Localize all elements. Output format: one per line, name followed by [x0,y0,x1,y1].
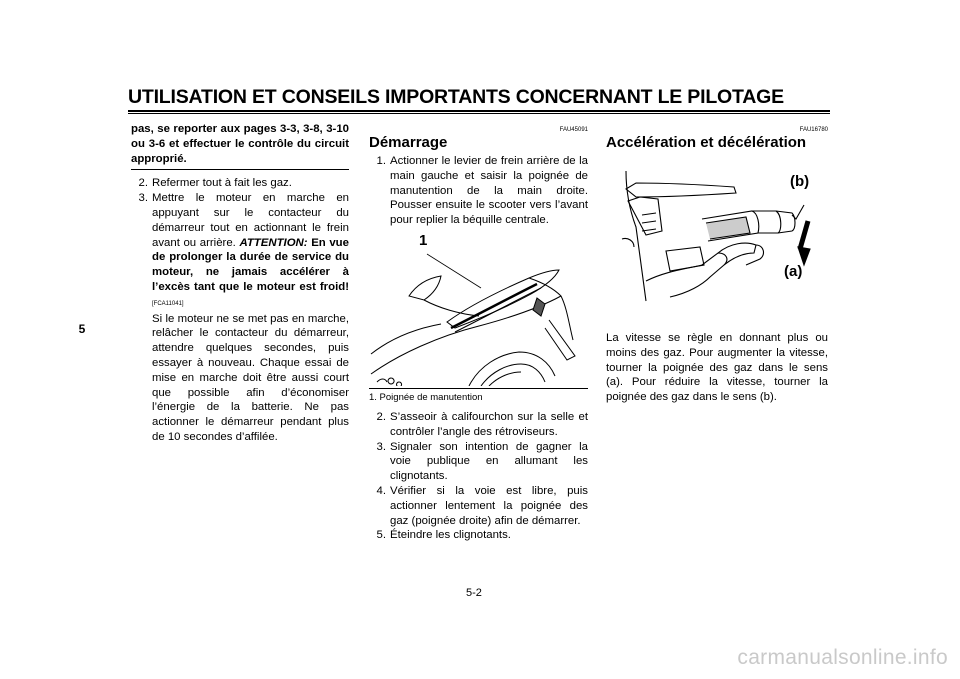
section-title: Démarrage [369,134,448,151]
item-text: Éteindre les clignotants. [390,529,511,542]
item-number: 2. [138,177,148,190]
item-number: 3. [376,440,386,453]
item-number: 5. [376,529,386,542]
item-text: Vérifier si la voie est libre, puis actionner lentement la poignée des gaz (poignée droite) afin de démarrer. [390,484,588,527]
figure-label-a: (a) [784,263,803,280]
scooter-figure [369,231,589,386]
item-text: Signaler son intention de gagner la voie publique en allumant les clignotants. [390,440,588,483]
list-item [369,154,588,228]
attention-code: [FCA11041] [152,300,184,307]
item-continuation: Si le moteur ne se met pas en marche, relâcher le contacteur du démarreur, attendre quelques secondes, puis essayer à nouveau. Chaque essai de mise en marche doit être aussi court que possible afin d’économiser l’énergie de la batterie. Ne pas actionner le démarreur pendant plus de 10 secondes d’affilée. [152,312,349,443]
watermark: carmanualsonline.info [737,646,948,669]
item-number: 2. [376,410,386,423]
item-text-main: Mettre le moteur en marche en appuyant sur le contacteur du démarreur tout en actionnant le frein avant ou arrière. [152,192,349,249]
page-title: UTILISATION ET CONSEILS IMPORTANTS CONCERNANT LE PILOTAGE [128,86,784,108]
figure-caption: 1. Poignée de manutention [369,388,588,404]
list-item [369,484,588,528]
attention-label: ATTENTION: [239,236,308,249]
throttle-figure [606,161,826,311]
column-middle [369,122,588,543]
warning-tail: pas, se reporter aux pages 3-3, 3-8, 3-10 ou 3-6 et effectuer le contrôle du circuit approprié. [131,123,349,165]
list-item [369,440,588,484]
title-rule [128,110,830,112]
column-right [606,122,828,405]
item-text: S’asseoir à califourchon sur la selle et contrôler l’angle des rétroviseurs. [390,410,588,438]
title-rule-thin [128,113,830,114]
list-item [369,410,588,440]
item-text: Actionner le levier de frein arrière de la main gauche et saisir la poignée de manutention de la main droite. Pousser ensuite le scooter vers l’avant pour replier la béquille centrale. [390,155,588,227]
figure-label-b: (b) [790,173,810,190]
item-text: Refermer tout à fait les gaz. [152,177,292,190]
item-number: 3. [138,192,148,205]
attention-end: ! [345,280,349,293]
figure-callout-1: 1 [419,231,428,249]
warning-rule [131,169,349,170]
list-item [131,176,349,191]
section-code: FAU45091 [559,127,588,133]
section-code: FAU16780 [799,127,828,133]
section-title: Accélération et décélération [606,134,807,151]
chapter-tab: 5 [78,322,86,336]
body-paragraph: La vitesse se règle en donnant plus ou moins des gaz. Pour augmenter la vitesse, tourner la poignée des gaz dans le sens (a). Pour réduire la vitesse, tourner la poignée des gaz dans le sens (b). [606,332,828,404]
attention-text: En vue de prolonger la durée de service du moteur, ne jamais accélérer à l’excès tant que le moteur est froid [152,236,349,293]
column-left [131,122,349,445]
item-text [152,191,349,311]
item-number: 1. [376,155,386,167]
item-number: 4. [376,484,386,497]
scooter-rear-illustration [369,231,589,386]
list-item [131,191,349,311]
list-item [369,528,588,543]
page-number: 5-2 [466,587,482,599]
